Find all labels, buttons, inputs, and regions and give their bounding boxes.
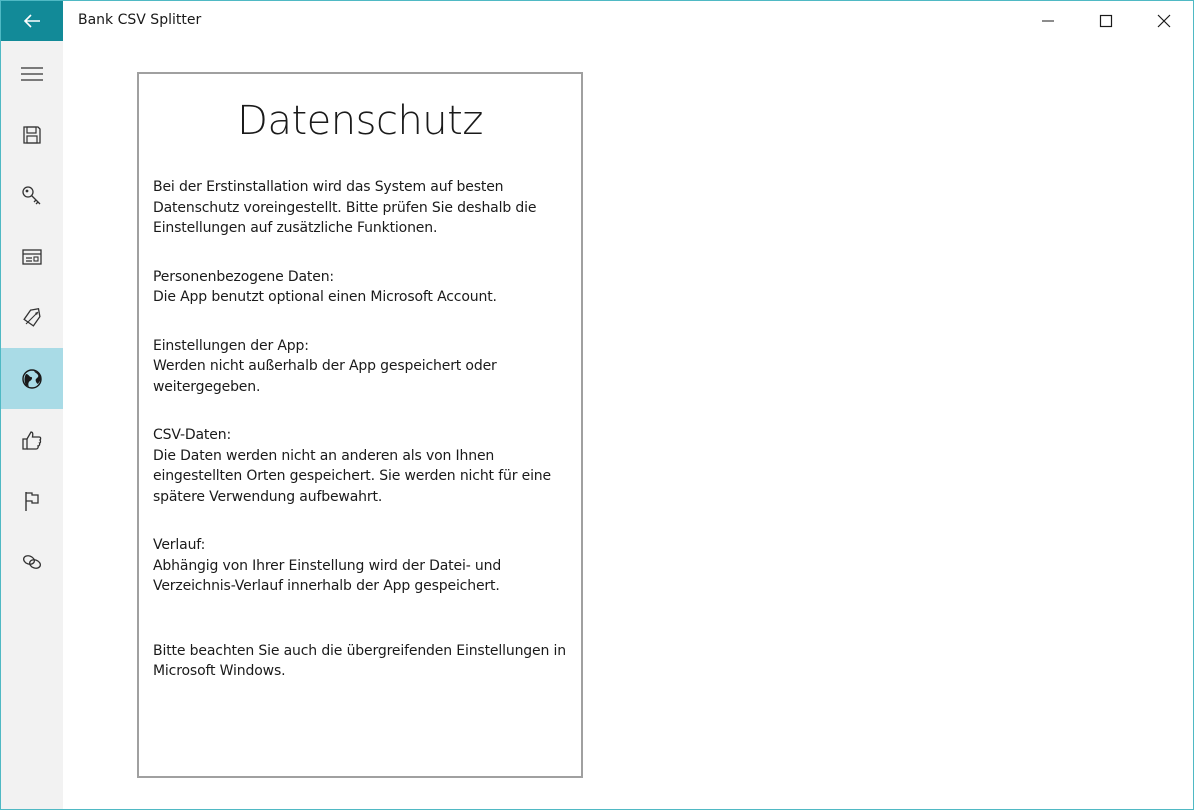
save-icon [21, 124, 43, 146]
back-button[interactable] [1, 1, 63, 41]
tag-icon [21, 307, 43, 329]
page-title: Datenschutz [237, 98, 483, 144]
key-icon [21, 185, 43, 207]
minimize-icon [1041, 14, 1055, 28]
sidebar-item-tag[interactable] [1, 287, 63, 348]
paragraph-personal-data: Personenbezogene Daten: Die App benutzt optional einen Microsoft Account. [153, 268, 497, 305]
app-title: Bank CSV Splitter [78, 12, 202, 28]
paragraph-csv-data: CSV-Daten: Die Daten werden nicht an anderen als von Ihnen eingestellten Orten gespeichert. Sie werden nicht für eine spätere Verwendung aufbewahrt. [153, 427, 551, 505]
paragraph-windows-settings: Bitte beachten Sie auch die übergreifenden Einstellungen in Microsoft Windows. [153, 642, 566, 679]
sidebar-item-link[interactable] [1, 531, 63, 592]
privacy-text [153, 177, 577, 710]
hamburger-menu-button[interactable] [1, 43, 63, 104]
flag-icon [21, 490, 43, 512]
close-icon [1157, 14, 1171, 28]
card-icon [21, 246, 43, 268]
close-button[interactable] [1135, 1, 1193, 41]
globe-icon [21, 368, 43, 390]
sidebar-item-report[interactable] [1, 470, 63, 531]
paragraph-intro: Bei der Erstinstallation wird das System auf besten Datenschutz voreingestellt. Bitte prüfen Sie deshalb die Einstellungen auf zusätzliche Funktionen. [153, 179, 537, 236]
thumbs-up-icon [21, 429, 43, 451]
paragraph-app-settings: Einstellungen der App: Werden nicht außerhalb der App gespeichert oder weitergegeben. [153, 337, 497, 395]
hamburger-menu-icon [21, 63, 43, 85]
sidebar [1, 41, 63, 809]
link-icon [21, 551, 43, 573]
maximize-button[interactable] [1077, 1, 1135, 41]
maximize-icon [1099, 14, 1113, 28]
window-controls [1019, 1, 1193, 41]
privacy-card [137, 72, 583, 778]
sidebar-item-feedback[interactable] [1, 409, 63, 470]
minimize-button[interactable] [1019, 1, 1077, 41]
back-arrow-icon [23, 13, 41, 29]
paragraph-history: Verlauf: Abhängig von Ihrer Einstellung wird der Datei- und Verzeichnis-Verlauf innerhalb der App gespeichert. [153, 537, 502, 594]
sidebar-item-save[interactable] [1, 104, 63, 165]
sidebar-item-privacy[interactable] [1, 348, 63, 409]
sidebar-item-key[interactable] [1, 165, 63, 226]
sidebar-item-card[interactable] [1, 226, 63, 287]
